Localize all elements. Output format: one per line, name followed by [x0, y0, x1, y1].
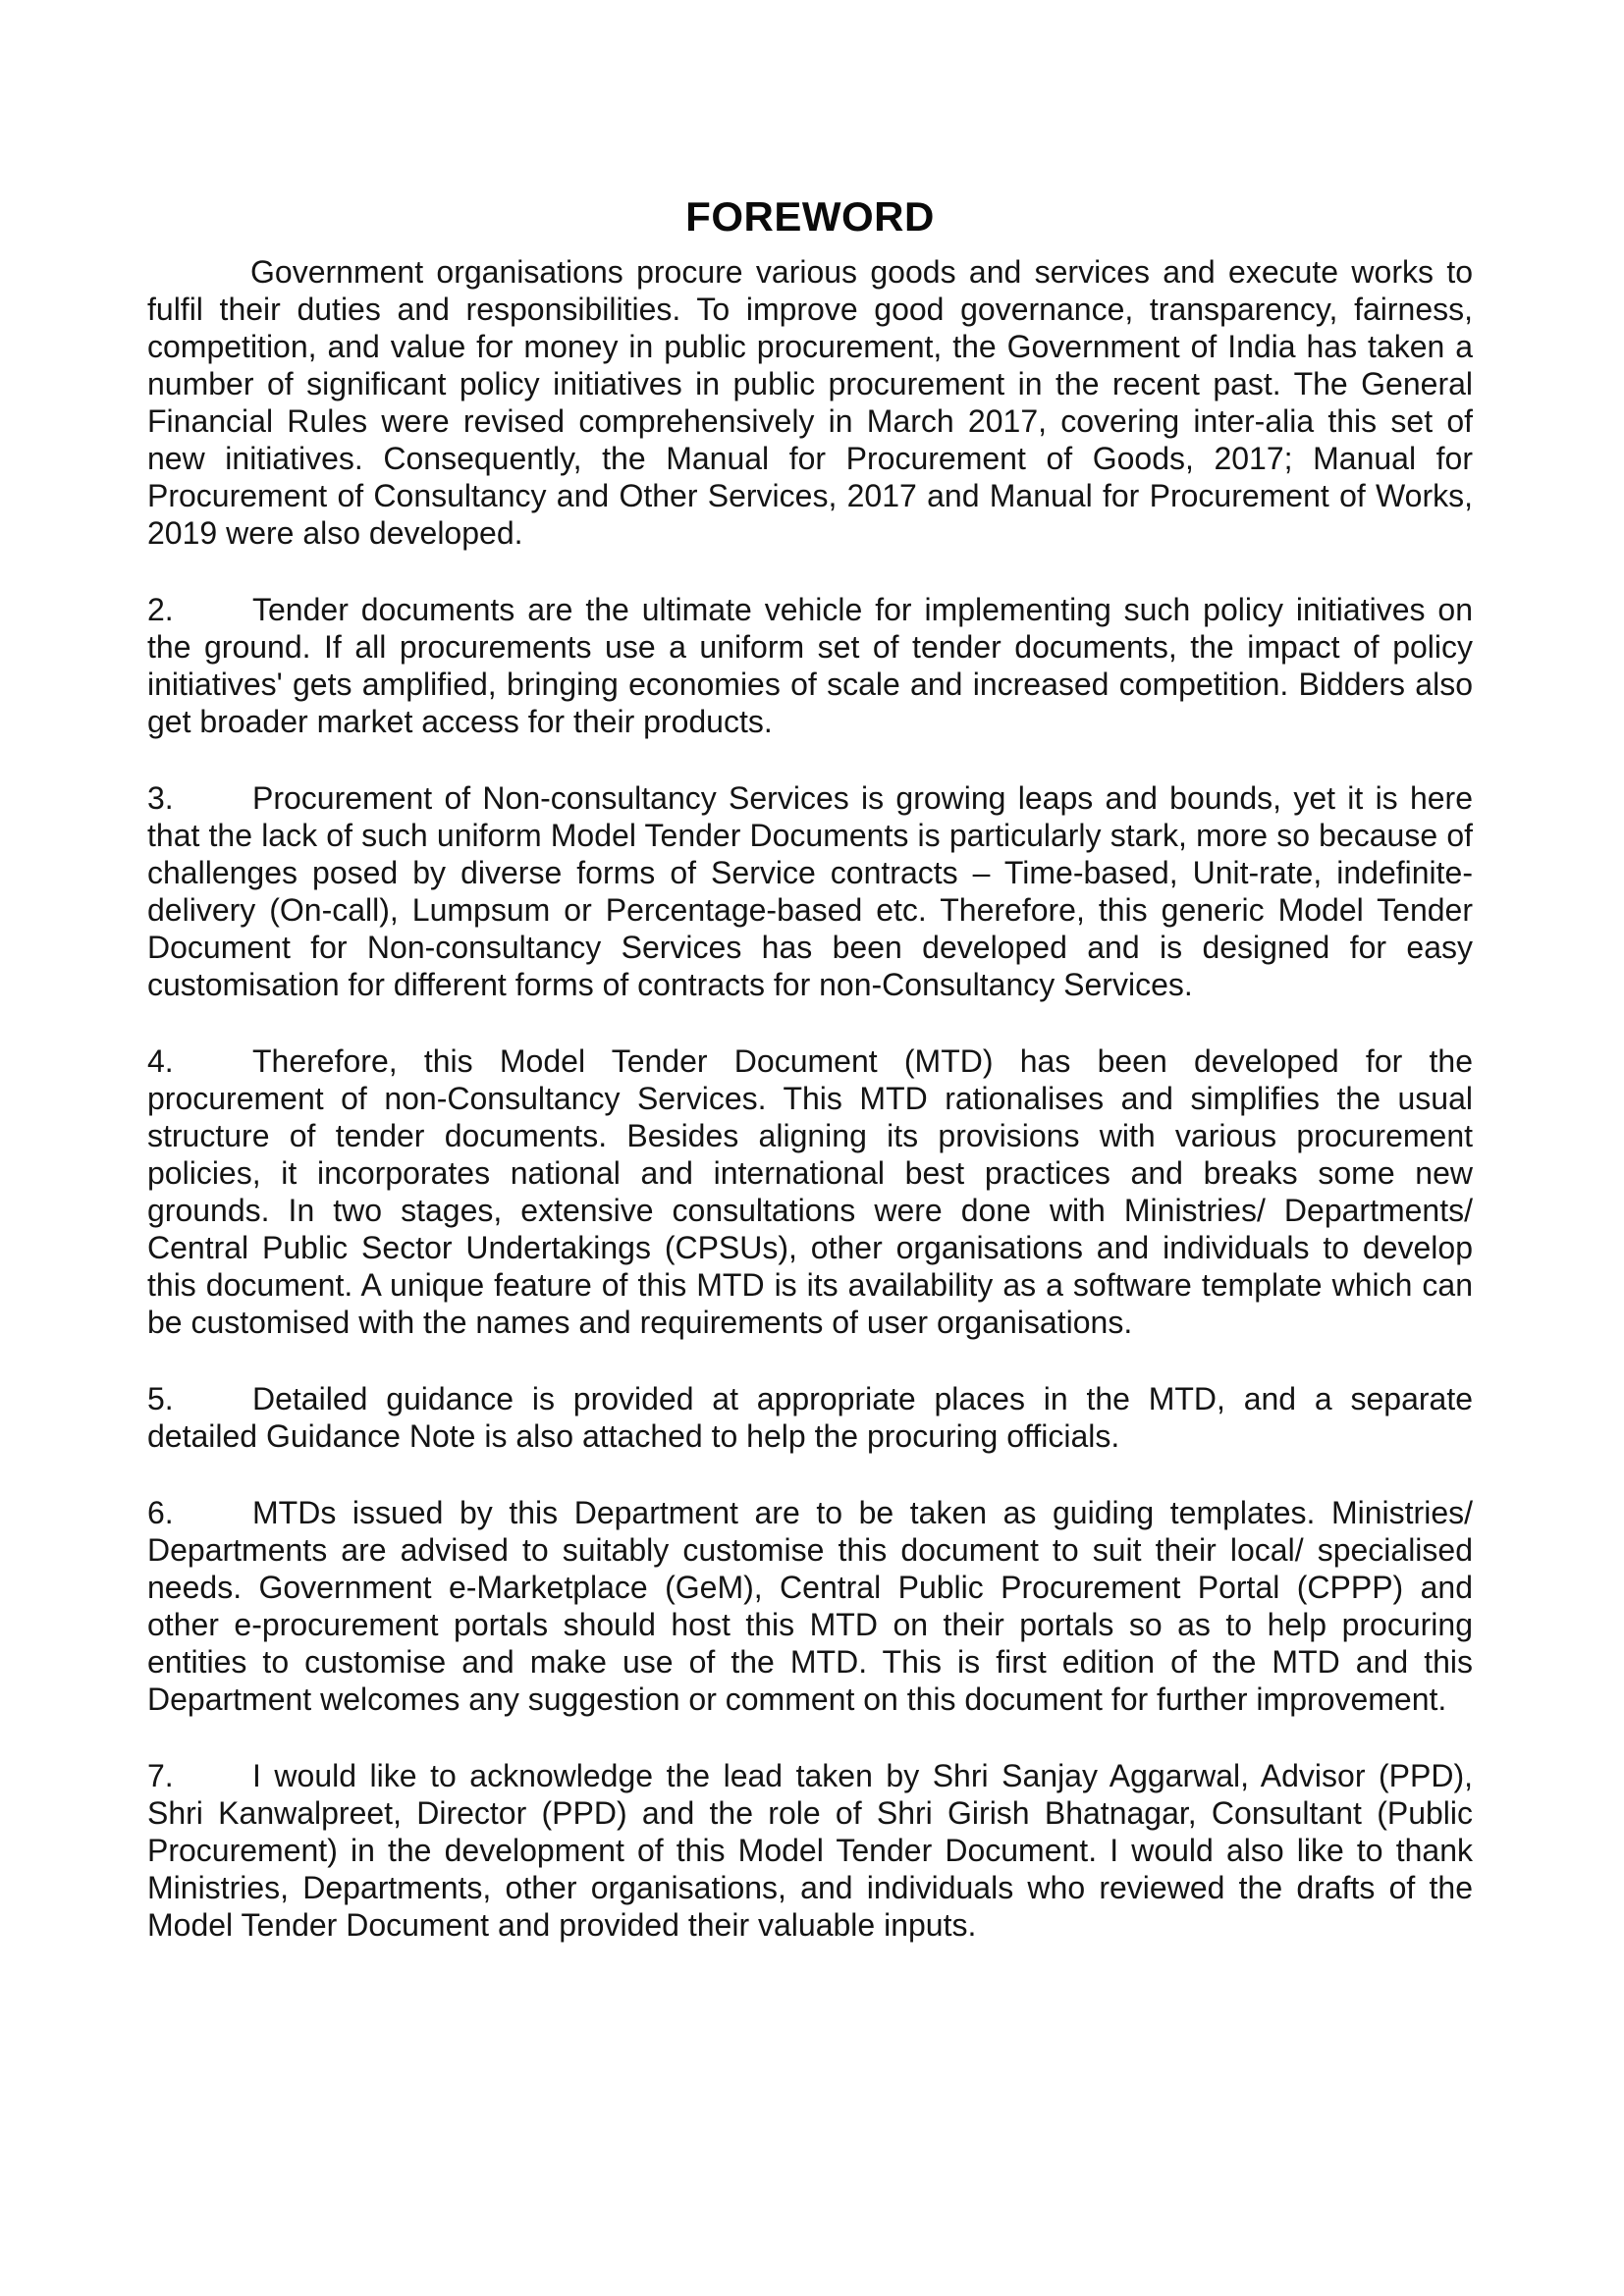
paragraph-5-text: Detailed guidance is provided at appropriate places in the MTD, and a separate detailed Guidance Note is also attached to help the procuring officials. — [147, 1381, 1473, 1454]
paragraph-4-text: Therefore, this Model Tender Document (MTD) has been developed for the procurement of non-Consultancy Services. This MTD rationalises and simplifies the usual structure of tender documents. Besides aligning its provisions with various procurement policies, it incorporates national and international best practices and breaks some new grounds. In two stages, extensive consultations were done with Ministries/ Departments/ Central Public Sector Undertakings (CPSUs), other organisations and individuals to develop this document. A unique feature of this MTD is its availability as a software template which can be customised with the names and requirements of user organisations. — [147, 1043, 1473, 1340]
paragraph-1 — [147, 253, 1473, 552]
paragraph-2 — [147, 591, 1473, 740]
paragraph-1-text: Government organisations procure various goods and services and execute works to fulfil their duties and responsibilities. To improve good governance, transparency, fairness, competition, and value for money in public procurement, the Government of India has taken a number of significant policy initiatives in public procurement in the recent past. The General Financial Rules were revised comprehensively in March 2017, covering inter-alia this set of new initiatives. Consequently, the Manual for Procurement of Goods, 2017; Manual for Procurement of Consultancy and Other Services, 2017 and Manual for Procurement of Works, 2019 were also developed. — [147, 254, 1473, 551]
paragraph-6 — [147, 1494, 1473, 1718]
paragraph-5-number: 5. — [147, 1381, 174, 1416]
paragraph-3-text: Procurement of Non-consultancy Services is growing leaps and bounds, yet it is here that the lack of such uniform Model Tender Documents is particularly stark, more so because of challenges posed by diverse forms of Service contracts – Time-based, Unit-rate, indefinite-delivery (On-call), Lumpsum or Percentage-based etc. Therefore, this generic Model Tender Document for Non-consultancy Services has been developed and is designed for easy customisation for different forms of contracts for non-Consultancy Services. — [147, 780, 1473, 1002]
paragraph-4-number: 4. — [147, 1043, 174, 1079]
page-title: FOREWORD — [685, 193, 935, 240]
paragraph-6-number: 6. — [147, 1495, 174, 1530]
paragraph-2-number: 2. — [147, 592, 174, 627]
paragraph-6-text: MTDs issued by this Department are to be taken as guiding templates. Ministries/ Departments are advised to suitably customise this document to suit their local/ specialised needs. Government e-Marketplace (GeM), Central Public Procurement Portal (CPPP) and other e-procurement portals should host this MTD on their portals so as to help procuring entities to customise and make use of the MTD. This is first edition of the MTD and this Department welcomes any suggestion or comment on this document for further improvement. — [147, 1495, 1473, 1717]
paragraph-4 — [147, 1042, 1473, 1341]
paragraph-7-number: 7. — [147, 1758, 174, 1793]
paragraph-7 — [147, 1757, 1473, 1944]
paragraph-3 — [147, 779, 1473, 1003]
paragraph-2-text: Tender documents are the ultimate vehicle for implementing such policy initiatives on the ground. If all procurements use a uniform set of tender documents, the impact of policy initiatives' gets amplified, bringing economies of scale and increased competition. Bidders also get broader market access for their products. — [147, 592, 1473, 739]
paragraph-3-number: 3. — [147, 780, 174, 816]
paragraph-5 — [147, 1380, 1473, 1455]
paragraph-7-text: I would like to acknowledge the lead taken by Shri Sanjay Aggarwal, Advisor (PPD), Shri Kanwalpreet, Director (PPD) and the role of Shri Girish Bhatnagar, Consultant (Public Procurement) in the development of this Model Tender Document. I would also like to thank Ministries, Departments, other organisations, and individuals who reviewed the drafts of the Model Tender Document and provided their valuable inputs. — [147, 1758, 1473, 1943]
